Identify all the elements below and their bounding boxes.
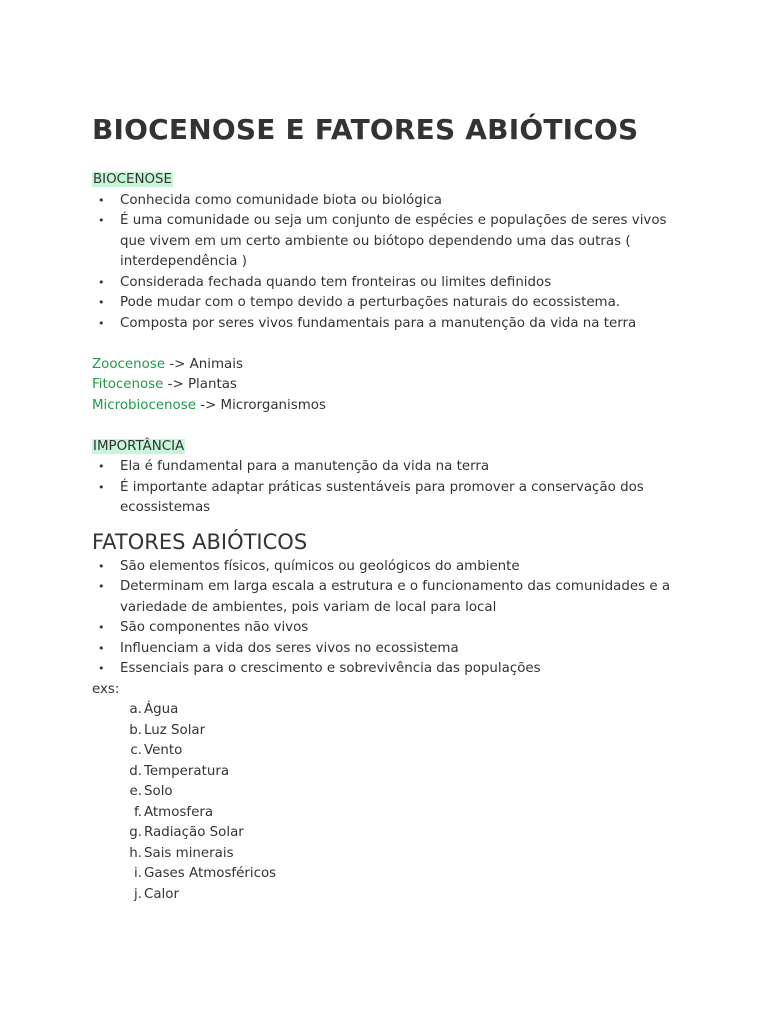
section-fatores <box>92 557 692 906</box>
list-item: • É uma comunidade ou seja um conjunto de espécies e populações de seres vivos que vivem em um certo ambiente ou biótopo dependendo uma das outras ( interdependência ) <box>120 211 692 273</box>
list-item: • São componentes não vivos <box>120 618 692 639</box>
type-term: Zoocenose <box>92 356 166 372</box>
list-item: • Determinam em larga escala a estrutura e o funcionamento das comunidades e a variedade de ambientes, pois variam de local para local <box>120 577 692 618</box>
list-item: • É importante adaptar práticas sustentáveis para promover a conservação dos ecossistemas <box>120 478 692 519</box>
biocenose-list <box>92 191 692 335</box>
list-item: • Ela é fundamental para a manutenção da vida na terra <box>120 457 692 478</box>
list-item <box>130 741 692 762</box>
list-marker: g. <box>129 825 142 840</box>
document-page <box>92 110 692 905</box>
list-item <box>134 885 692 906</box>
list-item-text: Luz Solar <box>144 722 206 738</box>
list-item <box>129 700 692 721</box>
list-item-text: Temperatura <box>144 763 230 779</box>
list-marker: f. <box>134 804 142 820</box>
list-item-text: Solo <box>144 784 173 799</box>
list-marker: b. <box>129 722 142 738</box>
list-item-text: Calor <box>144 886 179 902</box>
list-item <box>129 782 692 803</box>
page-title: BIOCENOSE E FATORES ABIÓTICOS <box>92 113 639 146</box>
type-line <box>92 355 692 376</box>
examples-label: exs: <box>92 681 120 697</box>
type-line <box>92 396 692 417</box>
list-item-text: Vento <box>144 743 183 758</box>
list-item <box>129 844 692 865</box>
list-item: • Conhecida como comunidade biota ou biológica <box>120 191 692 212</box>
list-marker: e. <box>129 784 142 799</box>
list-item-text: Radiação Solar <box>144 825 244 840</box>
importancia-heading: IMPORTÂNCIA <box>93 438 185 454</box>
list-item: • Pode mudar com o tempo devido a perturbações naturais do ecossistema. <box>120 293 692 314</box>
fatores-heading: FATORES ABIÓTICOS <box>92 529 308 554</box>
list-item <box>134 864 692 885</box>
list-item <box>134 803 692 824</box>
list-item: • Essenciais para o crescimento e sobrevivência das populações <box>120 659 692 680</box>
fatores-list <box>92 557 692 680</box>
type-line <box>92 375 692 396</box>
list-item: • Composta por seres vivos fundamentais para a manutenção da vida na terra <box>120 314 692 335</box>
importancia-list <box>92 457 692 519</box>
list-item <box>129 762 692 783</box>
list-marker: a. <box>129 702 142 717</box>
type-desc: -> Microrganismos <box>195 397 326 413</box>
type-term: Fitocenose <box>92 377 164 392</box>
list-item: • Considerada fechada quando tem fronteiras ou limites definidos <box>120 273 692 294</box>
list-item-text: Sais minerais <box>144 845 234 861</box>
list-marker: c. <box>130 743 142 758</box>
biocenose-heading: BIOCENOSE <box>93 172 173 187</box>
list-marker: d. <box>129 763 142 779</box>
list-item <box>129 823 692 844</box>
list-marker: h. <box>129 845 142 861</box>
examples-list <box>92 700 692 905</box>
type-desc: -> Plantas <box>163 377 237 392</box>
list-item-text: Gases Atmosféricos <box>144 866 277 881</box>
section-importancia <box>92 437 692 519</box>
list-item: • São elementos físicos, químicos ou geológicos do ambiente <box>120 557 692 578</box>
list-item-text: Água <box>144 702 179 717</box>
list-item-text: Atmosfera <box>144 804 214 820</box>
type-desc: -> Animais <box>165 356 243 372</box>
list-item <box>129 721 692 742</box>
type-term: Microbiocenose <box>92 397 196 413</box>
list-marker: i. <box>134 866 142 881</box>
list-item: • Influenciam a vida dos seres vivos no ecossistema <box>120 639 692 660</box>
biocenose-types <box>92 355 692 417</box>
section-biocenose <box>92 170 692 334</box>
list-marker: j. <box>134 886 142 902</box>
